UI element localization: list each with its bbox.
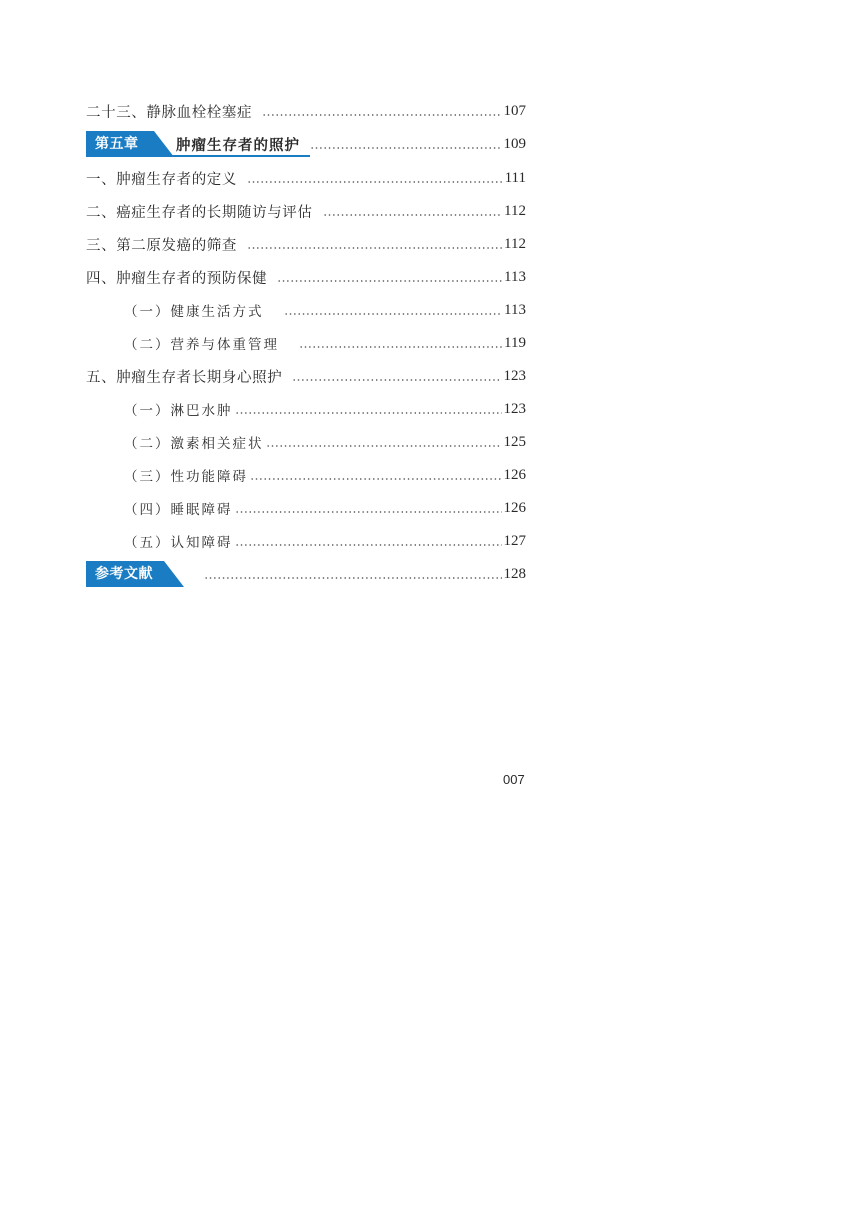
- toc-entry-title: （二）激素相关症状: [124, 436, 264, 452]
- toc-subentry[interactable]: [86, 429, 526, 455]
- toc-entry[interactable]: [86, 264, 526, 290]
- toc-entry-page: 126: [503, 466, 526, 483]
- dot-leader: [247, 237, 502, 251]
- toc-entry[interactable]: [86, 98, 526, 124]
- chapter-title: 肿瘤生存者的照护: [176, 136, 300, 154]
- dot-leader: [292, 369, 501, 383]
- toc-references-entry[interactable]: [86, 561, 526, 587]
- dot-leader: [266, 435, 502, 449]
- toc-entry-title: 二、癌症生存者的长期随访与评估: [86, 204, 313, 221]
- toc-entry-page: 111: [504, 169, 526, 186]
- toc-entry-title: （一）健康生活方式: [124, 304, 264, 320]
- toc-subentry[interactable]: [86, 330, 526, 356]
- dot-leader: [284, 303, 503, 317]
- toc-entry-title: 四、肿瘤生存者的预防保健: [86, 270, 268, 287]
- toc-entry-page: 125: [503, 433, 526, 450]
- toc-entry-title: 一、肿瘤生存者的定义: [86, 171, 237, 188]
- toc-entry-page: 127: [503, 532, 526, 549]
- toc-entry-page: 107: [503, 102, 526, 119]
- dot-leader: [310, 137, 502, 151]
- toc-entry[interactable]: [86, 231, 526, 257]
- toc-entry-title: （四）睡眠障碍: [124, 502, 233, 518]
- toc-entry-page: 109: [503, 135, 526, 152]
- dot-leader: [235, 501, 502, 515]
- toc-entry-page: 113: [504, 301, 526, 318]
- toc-entry[interactable]: [86, 165, 526, 191]
- toc-entry-page: 112: [504, 202, 526, 219]
- dot-leader: [262, 104, 501, 118]
- dot-leader: [235, 534, 502, 548]
- toc-subentry[interactable]: [86, 396, 526, 422]
- toc-entry-page: 123: [503, 400, 526, 417]
- toc-entry-page: 123: [503, 367, 526, 384]
- toc-entry-title: （二）营养与体重管理: [124, 337, 279, 353]
- toc-entry-page: 113: [504, 268, 526, 285]
- page-number: 007: [503, 772, 525, 787]
- dot-leader: [235, 402, 502, 416]
- chapter-underline: [166, 155, 310, 157]
- dot-leader: [247, 171, 503, 185]
- toc-entry-title: （五）认知障碍: [124, 535, 233, 551]
- toc-entry-page: 119: [504, 334, 526, 351]
- chapter-tag-label: 第五章: [95, 136, 139, 152]
- toc-entry-title: 三、第二原发癌的筛查: [86, 237, 237, 254]
- toc-entry-title: 二十三、静脉血栓栓塞症: [86, 104, 253, 121]
- dot-leader: [250, 468, 502, 482]
- toc-chapter-entry[interactable]: [86, 131, 526, 157]
- toc-subentry[interactable]: [86, 297, 526, 323]
- dot-leader: [299, 336, 502, 350]
- chapter-tag: [86, 131, 174, 157]
- toc-entry-page: 126: [503, 499, 526, 516]
- toc-entry-page: 128: [503, 565, 526, 582]
- toc-subentry[interactable]: [86, 528, 526, 554]
- references-tag-label: 参考文献: [95, 566, 153, 582]
- toc-entry-page: 112: [504, 235, 526, 252]
- references-tag: [86, 561, 184, 587]
- toc-entry[interactable]: [86, 363, 526, 389]
- dot-leader: [323, 204, 503, 218]
- toc-entry-title: 五、肿瘤生存者长期身心照护: [86, 369, 283, 386]
- toc-subentry[interactable]: [86, 495, 526, 521]
- toc-entry-title: （一）淋巴水肿: [124, 403, 233, 419]
- toc-entry[interactable]: [86, 198, 526, 224]
- dot-leader: [204, 567, 502, 581]
- toc-subentry[interactable]: [86, 462, 526, 488]
- toc-entry-title: （三）性功能障碍: [124, 469, 248, 485]
- dot-leader: [277, 270, 502, 284]
